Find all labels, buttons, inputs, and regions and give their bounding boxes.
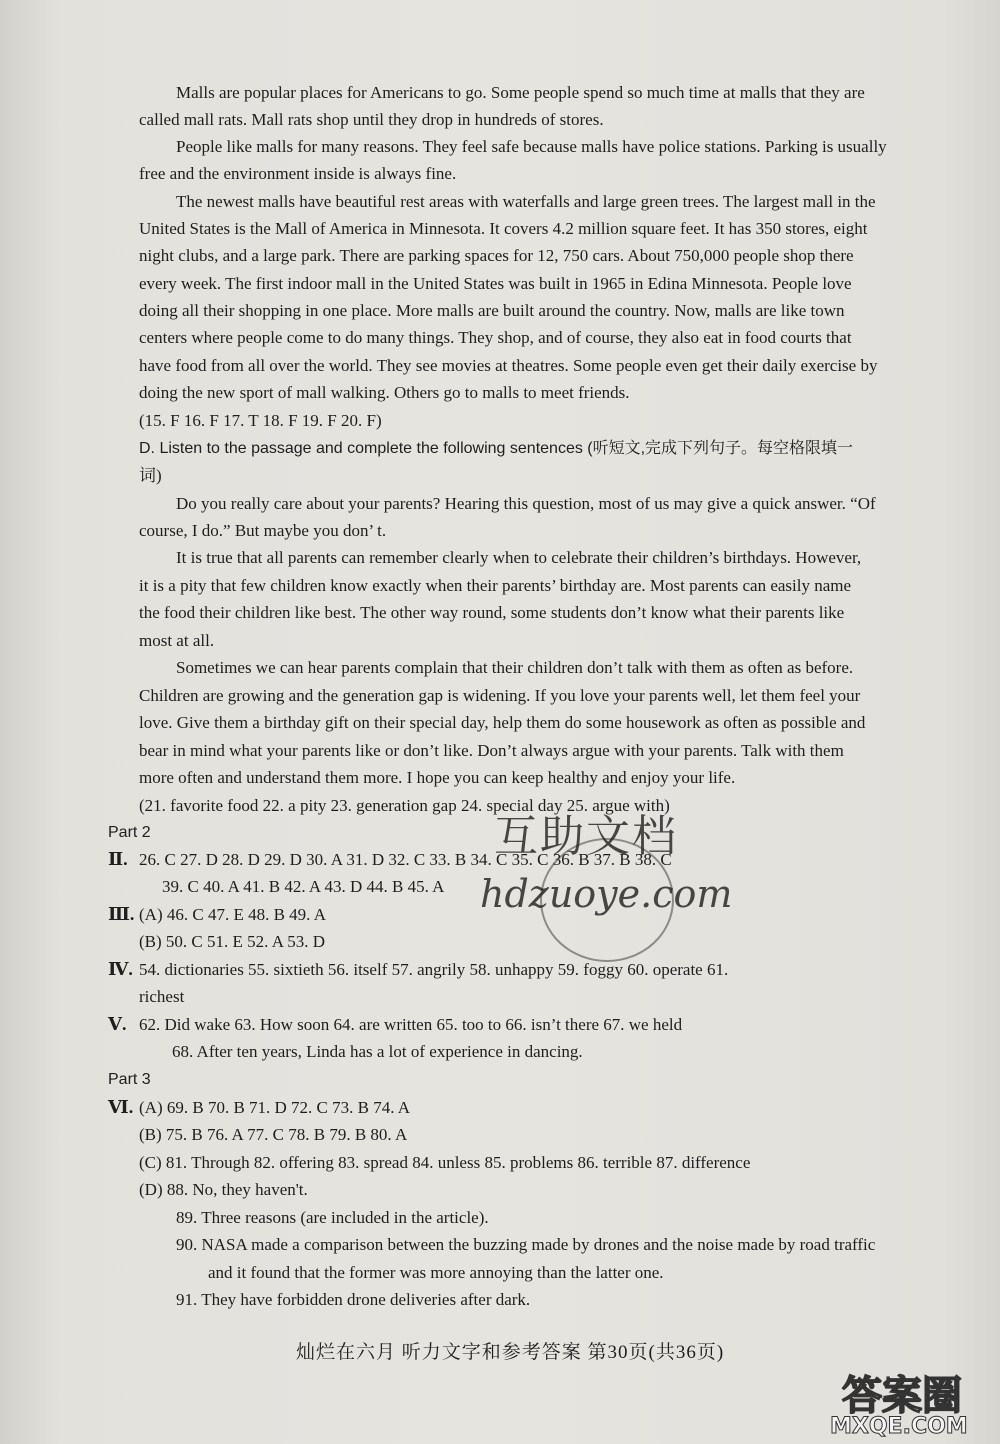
section-vi-b-answers: (B) 75. B 76. A 77. C 78. B 79. B 80. A bbox=[139, 1125, 408, 1144]
passage-c-line: Malls are popular places for Americans to go. Some people spend so much time at malls that they are bbox=[176, 83, 865, 102]
passage-c-line: United States is the Mall of America in Minnesota. It covers 4.2 million square feet. It has 350 stores, eight bbox=[139, 219, 868, 238]
passage-d-line: love. Give them a birthday gift on their special day, help them do some housework as often as possible and bbox=[139, 713, 866, 732]
passage-c-line: free and the environment inside is always fine. bbox=[139, 164, 457, 183]
section-iii-answers: (B) 50. C 51. E 52. A 53. D bbox=[139, 932, 326, 951]
section-vi-d-answer: 89. Three reasons (are included in the article). bbox=[176, 1208, 489, 1227]
watermark-url-text: hdzuoye.com bbox=[480, 872, 733, 916]
section-ii-numeral: Ⅱ. bbox=[108, 849, 128, 869]
passage-d-line: Do you really care about your parents? Hearing this question, most of us may give a quick answer. “Of bbox=[176, 494, 876, 513]
passage-d-line: It is true that all parents can remember clearly when to celebrate their children’s birthdays. However, bbox=[176, 548, 862, 567]
section-vi-d-answer: and it found that the former was more annoying than the latter one. bbox=[208, 1263, 664, 1282]
passage-c-line: doing the new sport of mall walking. Others go to malls to meet friends. bbox=[139, 383, 630, 402]
passage-c-line: called mall rats. Mall rats shop until they drop in hundreds of stores. bbox=[139, 110, 604, 129]
part-3-label: Part 3 bbox=[108, 1071, 151, 1088]
stamp-top-text: 答案圈 bbox=[842, 1373, 962, 1419]
page-footer: 灿烂在六月 听力文字和参考答案 第30页(共36页) bbox=[296, 1342, 725, 1363]
passage-c-line: People like malls for many reasons. They feel safe because malls have police stations. Parking is usually bbox=[176, 137, 887, 156]
part-2-label: Part 2 bbox=[108, 824, 151, 841]
section-vi-a-answers: (A) 69. B 70. B 71. D 72. C 73. B 74. A bbox=[139, 1098, 411, 1117]
passage-d-line: Children are growing and the generation gap is widening. If you love your parents well, let them feel your bbox=[139, 686, 861, 705]
passage-d-line: it is a pity that few children know exactly when their parents’ birthday are. Most parents can easily name bbox=[139, 576, 852, 595]
passage-c-line: every week. The first indoor mall in the United States was built in 1965 in Edina Minnesota. People love bbox=[139, 274, 852, 293]
section-d-heading: D. Listen to the passage and complete the following sentences (听短文,完成下列句子。每空格限填一 bbox=[139, 440, 854, 457]
section-iv-numeral: Ⅳ. bbox=[108, 959, 133, 979]
section-iv-answers: 54. dictionaries 55. sixtieth 56. itself 57. angrily 58. unhappy 59. foggy 60. operate 61. bbox=[139, 960, 729, 979]
section-vi-c-answers: (C) 81. Through 82. offering 83. spread 84. unless 85. problems 86. terrible 87. difference bbox=[139, 1153, 751, 1172]
passage-d-line: Sometimes we can hear parents complain that their children don’t talk with them as often as before. bbox=[176, 658, 854, 677]
section-vi-numeral: Ⅵ. bbox=[108, 1097, 134, 1117]
passage-c-line: centers where people come to do many things. They shop, and of course, they also eat in food courts that bbox=[139, 328, 852, 347]
section-iii-numeral: Ⅲ. bbox=[108, 904, 135, 924]
passage-d-line: course, I do.” But maybe you don’ t. bbox=[139, 521, 387, 540]
passage-d-line: most at all. bbox=[139, 631, 215, 650]
section-vi-d-answer: 90. NASA made a comparison between the buzzing made by drones and the noise made by road traffic bbox=[176, 1235, 876, 1254]
stamp-bottom-text: MXQE.COM bbox=[830, 1414, 968, 1439]
section-iv-answers: richest bbox=[139, 987, 185, 1006]
mxqe-logo-stamp bbox=[830, 1364, 1000, 1444]
passage-c-line: doing all their shopping in one place. More malls are built around the country. Now, malls are like town bbox=[139, 301, 845, 320]
passage-d-line: the food their children like best. The other way round, some students don’t know what their parents like bbox=[139, 603, 845, 622]
section-d-heading-cont: 词) bbox=[139, 466, 162, 485]
section-vi-d-answer: 91. They have forbidden drone deliveries after dark. bbox=[176, 1290, 531, 1309]
section-v-answers: 62. Did wake 63. How soon 64. are written 65. too to 66. isn’t there 67. we held bbox=[139, 1015, 683, 1034]
section-ii-answers: 39. C 40. A 41. B 42. A 43. D 44. B 45. A bbox=[162, 877, 445, 896]
passage-d-line: bear in mind what your parents like or don’t like. Don’t always argue with your parents. Talk with them bbox=[139, 741, 844, 760]
passage-d-line: more often and understand them more. I hope you can keep healthy and enjoy your life. bbox=[139, 768, 736, 787]
hdzuoye-watermark bbox=[480, 792, 733, 962]
passage-c-line: night clubs, and a large park. There are parking spaces for 12, 750 cars. About 750,000 people shop there bbox=[139, 246, 854, 265]
passage-c-answers: (15. F 16. F 17. T 18. F 19. F 20. F) bbox=[139, 411, 382, 430]
section-ii-answers: 26. C 27. D 28. D 29. D 30. A 31. D 32. C 33. B 34. C 35. C 36. B 37. B 38. C bbox=[139, 850, 672, 869]
section-iii-answers: (A) 46. C 47. E 48. B 49. A bbox=[139, 905, 326, 924]
section-v-numeral: Ⅴ. bbox=[108, 1014, 127, 1034]
passage-c-line: have food from all over the world. They see movies at theatres. Some people even get their daily exercise by bbox=[139, 356, 878, 375]
passage-d-answers: (21. favorite food 22. a pity 23. generation gap 24. special day 25. argue with) bbox=[139, 796, 670, 815]
watermark-cn-text: 互助文档 bbox=[494, 811, 678, 862]
passage-c-line: The newest malls have beautiful rest areas with waterfalls and large green trees. The largest mall in the bbox=[176, 192, 876, 211]
section-vi-d-answer: (D) 88. No, they haven't. bbox=[139, 1180, 308, 1199]
section-v-answers: 68. After ten years, Linda has a lot of experience in dancing. bbox=[172, 1042, 583, 1061]
